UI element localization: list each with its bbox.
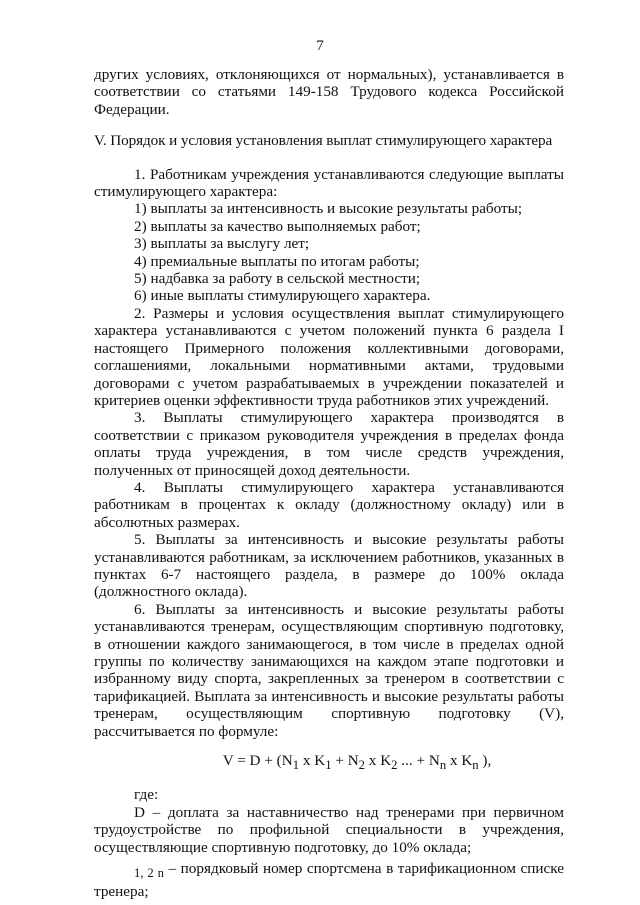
list-item: 3) выплаты за выслугу лет; [134, 235, 310, 253]
formula: $V = D + (N_1$ х $K_1 + N_2$ х $K_2$ ... + $N_n$ х $K_n$ ), [222, 752, 492, 773]
definition-d: D – доплата за наставничество над тренерами при первичном трудоустройстве по профильной специальности в учреждения, осуществляющие спортивную подготовку, до 10% оклада; [94, 803, 564, 856]
list-item: 4) премиальные выплаты по итогам работы; [134, 252, 420, 270]
definition-n-text: – порядковый номер спортсмена в тарификационном списке тренера; [94, 860, 564, 900]
where-label: где: [134, 786, 159, 804]
item-1-intro: 1. Работникам учреждения устанавливаются следующие выплаты стимулирующего характера: [94, 165, 564, 201]
list-item: 2) выплаты за качество выполняемых работ; [134, 217, 421, 235]
item-6-paragraph: 6. Выплаты за интенсивность и высокие результаты работы устанавливаются тренерам, осуществляющим спортивную подготовку, в отношении каждого занимающегося, в том числе в пределах одной группы по количеству занимающихся на каждом этапе подготовки и избранному виду спорта, закрепленных за тренером в соответствии с тарификацией. Выплата за интенсивность и высокие результаты работы тренерам, осуществляющим спортивную подготовку (V), рассчитывается по формуле: [94, 600, 564, 740]
item-2-paragraph: 2. Размеры и условия осуществления выплат стимулирующего характера устанавливаются с учетом положений пункта 6 раздела I настоящего Примерного положения коллективными договорами, соглашениями, локальными нормативными актами, трудовыми договорами с учетом разрабатываемых в учреждении показателей и критериев оценки эффективности труда работников этих учреждений. [94, 304, 564, 409]
definition-n-subscripts: 1, 2 n [134, 866, 164, 881]
definition-n [94, 860, 564, 900]
item-4-paragraph: 4. Выплаты стимулирующего характера устанавливаются работникам в процентах к окладу (должностному окладу) или в абсолютных размерах. [94, 478, 564, 531]
item-3-paragraph: 3. Выплаты стимулирующего характера производятся в соответствии с приказом руководителя учреждения в пределах фонда оплаты труда учреждения, в том числе средств учреждения, полученных от приносящей доход деятельности. [94, 409, 564, 479]
page-number: 7 [316, 38, 324, 54]
section-heading: V. Порядок и условия установления выплат стимулирующего характера [94, 132, 553, 150]
document-body [94, 66, 564, 900]
list-item: 5) надбавка за работу в сельской местности; [134, 270, 421, 288]
list-item: 6) иные выплаты стимулирующего характера. [134, 287, 431, 305]
list-item: 1) выплаты за интенсивность и высокие результаты работы; [134, 200, 523, 218]
item-5-paragraph: 5. Выплаты за интенсивность и высокие результаты работы устанавливаются работникам, за исключением работников, указанных в пунктах 6-7 настоящего раздела, в размере до 100% оклада (должностного оклада). [94, 531, 564, 601]
intro-paragraph: других условиях, отклоняющихся от нормальных), устанавливается в соответствии со статьями 149-158 Трудового кодекса Российской Федерации. [94, 66, 564, 118]
